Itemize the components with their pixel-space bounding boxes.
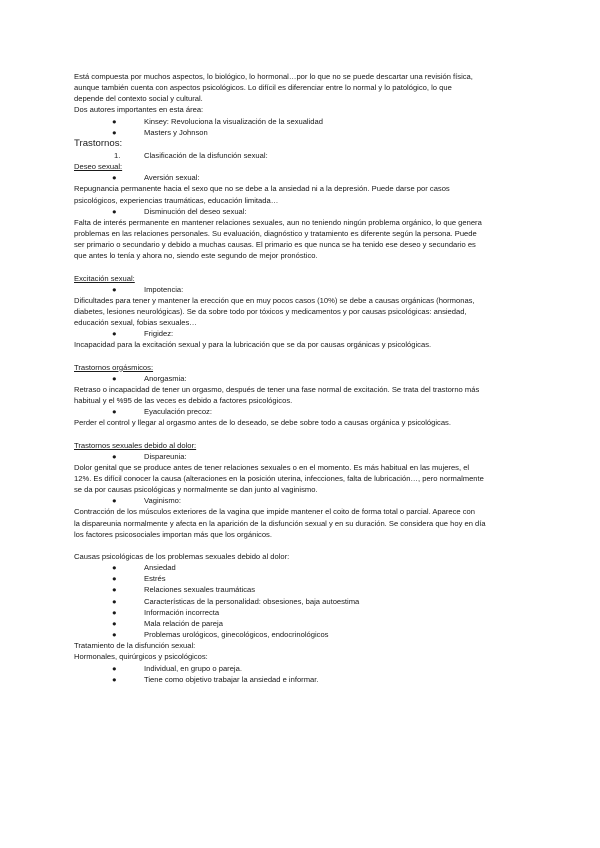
list-item: ● Anorgasmia: bbox=[112, 373, 187, 383]
section-heading-tratamiento: Tratamiento de la disfunción sexual: bbox=[74, 641, 196, 651]
bullet-icon: ● bbox=[112, 127, 117, 137]
paragraph-line: Dolor genital que se produce antes de tener relaciones sexuales o en el momento. Es más habitual en las mujeres, el bbox=[74, 462, 470, 472]
list-item: ● Mala relación de pareja bbox=[112, 618, 223, 628]
spacer bbox=[74, 540, 534, 551]
bullet-icon: ● bbox=[112, 373, 117, 383]
document-body bbox=[74, 71, 534, 685]
section-heading-causas: Causas psicológicas de los problemas sexuales debido al dolor: bbox=[74, 551, 290, 561]
list-item: ● Vaginismo: bbox=[112, 496, 182, 506]
section-heading-excitacion: Excitación sexual: bbox=[74, 273, 135, 283]
bullet-icon: ● bbox=[112, 206, 117, 216]
spacer bbox=[74, 262, 534, 273]
spacer bbox=[74, 429, 534, 440]
paragraph-line: Contracción de los músculos exteriores de la vagina que impide mantener el coito de forma total o parcial. Aparece con bbox=[74, 507, 476, 517]
intro-line: Está compuesta por muchos aspectos, lo biológico, lo hormonal…por lo que no se puede descartar una revisión física, bbox=[74, 72, 473, 81]
list-item: ● Información incorrecta bbox=[112, 607, 220, 617]
section-heading-orgasmicos: Trastornos orgásmicos: bbox=[74, 362, 154, 372]
paragraph-line: la dispareunia normalmente y afecta en la aparición de la disfunción sexual y en su duración. Se considera que hoy en día bbox=[74, 518, 486, 528]
bullet-icon: ● bbox=[112, 618, 117, 628]
intro-line: depende del contexto social y cultural. bbox=[74, 94, 203, 104]
paragraph-line: 12%. Es difícil conocer la causa (alteraciones en la posición uterina, infecciones, falta de lubricación…, pero normalmente bbox=[74, 474, 484, 483]
list-item: ● Dispareunia: bbox=[112, 451, 187, 461]
list-item: ● Ansiedad bbox=[112, 563, 176, 573]
bullet-icon: ● bbox=[112, 329, 117, 339]
bullet-icon: ● bbox=[112, 574, 117, 584]
paragraph-line: educación sexual, fobias sexuales… bbox=[74, 318, 197, 328]
list-item: ● Frigidez: bbox=[112, 329, 174, 339]
spacer bbox=[74, 351, 534, 362]
bullet-icon: ● bbox=[112, 630, 117, 640]
list-item: ● Disminución del deseo sexual: bbox=[112, 206, 247, 216]
list-item: ● Relaciones sexuales traumáticas bbox=[112, 585, 256, 595]
list-number: 1. bbox=[114, 150, 121, 160]
paragraph-line: problemas en las relaciones personales. Su evaluación, diagnóstico y tratamiento es diferente según la persona. Puede bbox=[74, 229, 477, 239]
bullet-icon: ● bbox=[112, 451, 117, 461]
subheading: Hormonales, quirúrgicos y psicológicos: bbox=[74, 652, 208, 662]
bullet-icon: ● bbox=[112, 284, 117, 294]
paragraph-line: Perder el control y llegar al orgasmo antes de lo deseado, se debe sobre todo a causas orgánica y psicológicas. bbox=[74, 418, 451, 428]
numbered-item: 1. Clasificación de la disfunción sexual: bbox=[114, 150, 268, 160]
paragraph-line: Repugnancia permanente hacia el sexo que no se debe a la ansiedad ni a la depresión. Puede darse por casos bbox=[74, 184, 450, 194]
paragraph-line: ser primario o secundario y debido a muchas causas. El primario es que nunca se ha tenido ese deseo y secundario es bbox=[74, 240, 476, 250]
paragraph-line: Falta de interés permanente en mantener relaciones sexuales, aun no teniendo ningún problema orgánico, lo que genera bbox=[74, 217, 482, 227]
bullet-icon: ● bbox=[112, 596, 117, 606]
paragraph-line: diabetes, lesiones neurológicas). Se da sobre todo por tóxicos y medicamentos y por causas psicológicas: ansiedad, bbox=[74, 306, 467, 316]
bullet-icon: ● bbox=[112, 407, 117, 417]
paragraph-line: Retraso o incapacidad de tener un orgasmo, después de tener una fase normal de excitación. Se trata del trastorno más bbox=[74, 384, 480, 394]
list-item: ● Eyaculación precoz: bbox=[112, 407, 212, 417]
bullet-icon: ● bbox=[112, 607, 117, 617]
paragraph-line: los factores psicosociales importan más que los orgánicos. bbox=[74, 529, 272, 539]
section-heading-trastornos: Trastornos: bbox=[74, 137, 123, 149]
paragraph-line: se da por causas psicológicas y normalmente se dan junto al vaginismo. bbox=[74, 485, 318, 495]
section-heading-deseo: Deseo sexual: bbox=[74, 162, 123, 172]
list-item: ● Masters y Johnson bbox=[112, 127, 208, 137]
bullet-icon: ● bbox=[112, 674, 117, 684]
paragraph-line: psicológicos, experiencias traumáticas, educación limitada… bbox=[74, 195, 279, 205]
paragraph-line: habitual y el %95 de las veces es debido a factores psicológicos. bbox=[74, 396, 293, 406]
bullet-icon: ● bbox=[112, 585, 117, 595]
list-item: ● Individual, en grupo o pareja. bbox=[112, 663, 242, 673]
list-item: ● Problemas urológicos, ginecológicos, endocrinológicos bbox=[112, 630, 329, 640]
bullet-icon: ● bbox=[112, 663, 117, 673]
list-item: ● Características de la personalidad: obsesiones, baja autoestima bbox=[112, 596, 360, 606]
bullet-icon: ● bbox=[112, 173, 117, 183]
intro-line: aunque también cuenta con aspectos psicológicos. Lo difícil es diferenciar entre lo normal y lo patológico, lo que bbox=[74, 83, 452, 93]
paragraph-line: Incapacidad para la excitación sexual y para la lubricación que se da por causas orgánicas y psicológicas. bbox=[74, 340, 432, 350]
section-heading-dolor: Trastornos sexuales debido al dolor: bbox=[74, 440, 197, 450]
bullet-icon: ● bbox=[112, 116, 117, 126]
list-item: ● Impotencia: bbox=[112, 284, 184, 294]
paragraph-line: Dificultades para tener y mantener la erección que en muy pocos casos (10%) se debe a causas orgánicas (hormonas, bbox=[74, 295, 475, 305]
list-item: ● Estrés bbox=[112, 574, 166, 584]
list-item: ● Tiene como objetivo trabajar la ansiedad e informar. bbox=[112, 674, 319, 684]
list-item: ● Kinsey: Revoluciona la visualización de la sexualidad bbox=[112, 116, 323, 126]
paragraph-line: que antes lo tenía y ahora no, siendo este segundo de mejor pronóstico. bbox=[74, 251, 318, 261]
bullet-icon: ● bbox=[112, 563, 117, 573]
list-item: ● Aversión sexual: bbox=[112, 173, 200, 183]
bullet-icon: ● bbox=[112, 496, 117, 506]
authors-intro: Dos autores importantes en esta área: bbox=[74, 105, 204, 115]
